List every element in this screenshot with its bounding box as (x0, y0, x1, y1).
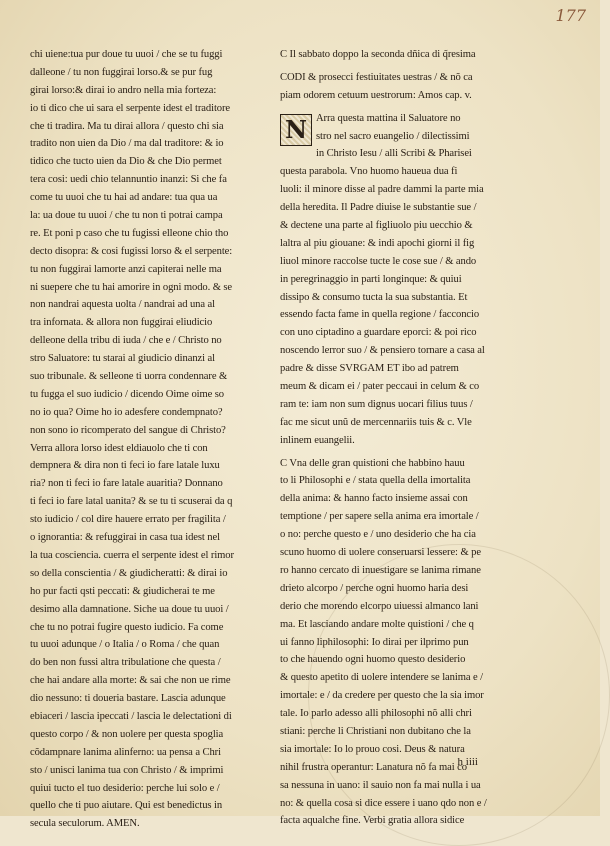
text-line: sto / unisci lanima tua con Christo / & imprimi (30, 764, 224, 776)
parabola-block (280, 110, 537, 831)
text-line: decto disopra: & cosi fugissi lorso & el serpente: (30, 245, 233, 257)
text-line: io ti dico che ui sara el serpente idest el traditore (30, 102, 231, 114)
text-line: imortale: e / da credere per questo che la sia imor (280, 690, 484, 702)
left-text-column (30, 46, 287, 833)
text-line: girai lorso:& dirai io andro nella mia forteza: (30, 84, 217, 96)
text-line: che tu no potrai fugire questo iudicio. Fa come (30, 621, 224, 633)
text-line: con uno ciptadino a guardare eporci: & poi rico (280, 327, 477, 339)
epigraph-line: piam odorem cetuum uestrorum: Amos cap. v. (280, 89, 472, 101)
text-line: ebiaceri / lascia ipeccati / lascia le delectationi di (30, 710, 232, 722)
text-line: noscendo lerror suo / & pensiero tornare a casa al (280, 345, 485, 357)
text-line: ui fanno liphilosophi: Io dirai per ilprimo pun (280, 636, 469, 648)
text-line: sto iudicio / col dire hauere errato per fragilita / (30, 514, 226, 526)
text-line: tu fugga el suo iudicio / dicendo Oime oime so (30, 388, 224, 400)
text-line: dio nessuno: ti doueria bastare. Lascia adunque (30, 693, 226, 705)
text-line: re. Et poni p caso che tu fugissi elleone chio tho (30, 227, 229, 239)
text-line: dempnera & dira non ti feci io fare latale luxu (30, 460, 220, 472)
text-line: stiani: perche li Christiani non dubitano che la (280, 725, 471, 737)
text-line: ria? non ti feci io fare latale auaritia? Donnano (30, 478, 223, 490)
text-line: sia imortale: Io lo prouo cosi. Deus & natura (280, 743, 465, 755)
text-line: fac me sicut unũ de mercennariis tuis & c. Vle (280, 416, 472, 428)
folio-number: 177 (555, 6, 586, 25)
text-line: tradito non uien da Dio / ma dal traditore: & io (30, 138, 224, 150)
text-line: stro nel sacro euangelio / dilectissimi (316, 130, 470, 142)
text-line: drieto alcorpo / perche ogni huomo haria desi (280, 582, 469, 594)
text-line: luoli: il minore disse al padre dammi la parte mia (280, 184, 484, 196)
text-line: cõdampnare lanima alinferno: ua pensa a Chri (30, 746, 221, 758)
text-line: in peregrinaggio in parti longinque: & quiui (280, 273, 462, 285)
text-line: quello che ti puo aiutare. Qui est benedictus in (30, 800, 223, 812)
text-line: & questo apetito di uolere intendere se lanima e / (280, 672, 483, 684)
text-line: dalleone / tu non fuggirai lorso.& se pur fug (30, 66, 213, 78)
text-line: desimo alla damnatione. Siche ua doue tu uuoi / (30, 603, 229, 615)
text-line: o no: perche questo e / uno desiderio che ha cia (280, 529, 476, 541)
text-line: padre & disse SVRGAM ET ibo ad patrem (280, 363, 459, 375)
gathering-signature: h iiii (457, 756, 478, 768)
text-line: ro hanno cercato di inuestigare se lanima rimane (280, 564, 481, 576)
text-line: questa parabola. Vno huomo haueua dua fi (280, 166, 458, 178)
text-line: so della conscientia / & giudicheratti: & dirai io (30, 567, 228, 579)
text-line: ho pur facti qsti peccati: & giudicherai te me (30, 585, 215, 597)
text-line: come tu uuoi che tu hai ad andare: tua qua ua (30, 192, 218, 204)
text-line: tu non fuggirai lamorte anzi capiterai nelle ma (30, 263, 222, 275)
text-line: derio che morendo elcorpo uiuessi almanco lani (280, 600, 479, 612)
text-line: non sono io ricomperato del sangue di Christo? (30, 424, 226, 436)
text-line: Arra questa mattina il Saluatore no (316, 112, 461, 124)
text-line: Verra allora lorso idest eldiauolo che ti con (30, 442, 208, 454)
text-line: la: ua doue tu uuoi / che tu non ti potrai campa (30, 210, 223, 222)
text-line: tu uuoi adunque / o Italia / o Roma / che quan (30, 639, 220, 651)
text-line: no: & quella cosa si dice essere i uano qdo non e / (280, 797, 487, 809)
text-line: nihil frustra operantur: Lanatura nõ fa mai co (280, 761, 467, 773)
text-line: inlinem euangelii. (280, 434, 355, 446)
text-line: essendo facta fame in quella regione / facconcio (280, 309, 480, 321)
epigraph-line: CODI & prosecci festiuitates uestras / & nõ ca (280, 71, 473, 83)
sermon-heading: C Il sabbato doppo la seconda dñica di q̃resima (280, 49, 476, 60)
text-line: meum & dicam ei / pater peccaui in celum & co (280, 381, 480, 393)
text-line: ma. Et lasciando andare molte quistioni / che q (280, 618, 474, 630)
text-line: tidico che tucto uien da Dio & che Dio permet (30, 156, 222, 168)
text-line: temptione / per sapere sella anima era imortale / (280, 511, 479, 523)
text-line: ram te: iam non sum dignus uocari filius tuus / (280, 398, 473, 410)
text-line: tera cosi: uedi chio telannuntio inanzi: Si che fa (30, 174, 227, 186)
text-line: quiui tucto el tuo desiderio: perche lui solo e / (30, 782, 220, 794)
text-line: to che hauendo ogni huomo questo desiderio (280, 654, 466, 666)
text-line: ti feci io fare latal uanita? & se tu ti scuserai da q (30, 496, 233, 508)
text-line: liuol minore raccolse tucte le cose sue / & ando (280, 255, 477, 267)
text-line: C Vna delle gran quistioni che habbino hauu (280, 457, 465, 469)
text-line: tale. Io parlo adesso alli philosophi nõ alli chri (280, 708, 472, 720)
text-line: suo tribunale. & selleone ti uorra condennare & (30, 371, 228, 383)
text-line: che hai andare alla morte: & sai che non ue rime (30, 675, 231, 687)
text-line: to li Philosophi e / stata quella della imortalita (280, 475, 471, 487)
text-line: non nandrai aquesta uolta / nandrai ad una al (30, 299, 215, 311)
text-line: questo corpo / & non uolere per questa spoglia (30, 728, 224, 740)
text-line: laltra al piu giouane: & indi apochi giorni il fig (280, 237, 475, 249)
text-line: facta aqualche fine. Verbi gratia allora sidice (280, 815, 465, 827)
text-line: che ti tradira. Ma tu dirai allora / questo chi sia (30, 120, 224, 132)
right-text-column (280, 46, 537, 830)
text-line: do ben non fussi altra tribulatione che questa / (30, 657, 221, 669)
decorated-initial: N (280, 114, 312, 146)
text-line: della anima: & hanno facto insieme assai con (280, 493, 468, 505)
text-line: o ignorantia: & refuggirai in casa tua idest nel (30, 532, 220, 544)
text-line: della heredita. Il Padre diuise le substantie sue / (280, 202, 477, 214)
text-line: stro Saluatore: tu starai al giudicio dinanzi al (30, 353, 215, 365)
text-line: scuno huomo di uolere conseruarsi lessere: & pe (280, 547, 481, 559)
text-line: no io qua? Oime ho io adesfere condempnato? (30, 406, 223, 418)
text-line: secula seculorum. AMEN. (30, 818, 140, 830)
text-line: la tua cosciencia. cuerra el serpente idest el rimor (30, 549, 234, 561)
text-line: in Christo Iesu / alli Scribi & Pharisei (316, 148, 472, 160)
text-line: delleone della tribu di iuda / che e / Christo no (30, 335, 222, 347)
text-line: tra infornata. & allora non fuggirai eliudicio (30, 317, 213, 329)
text-line: sa nessuna in uano: il sauio non fa mai nulla i ua (280, 779, 481, 791)
text-line: ni suepere che tu hai amorire in ogni modo. & se (30, 281, 233, 293)
text-line: dissipo & consumo tucta la sua substantia. Et (280, 291, 468, 303)
text-line: & dectene una parte al figliuolo piu uecchio & (280, 220, 473, 232)
text-line: chi uiene:tua pur doue tu uuoi / che se tu fuggi (30, 49, 223, 60)
